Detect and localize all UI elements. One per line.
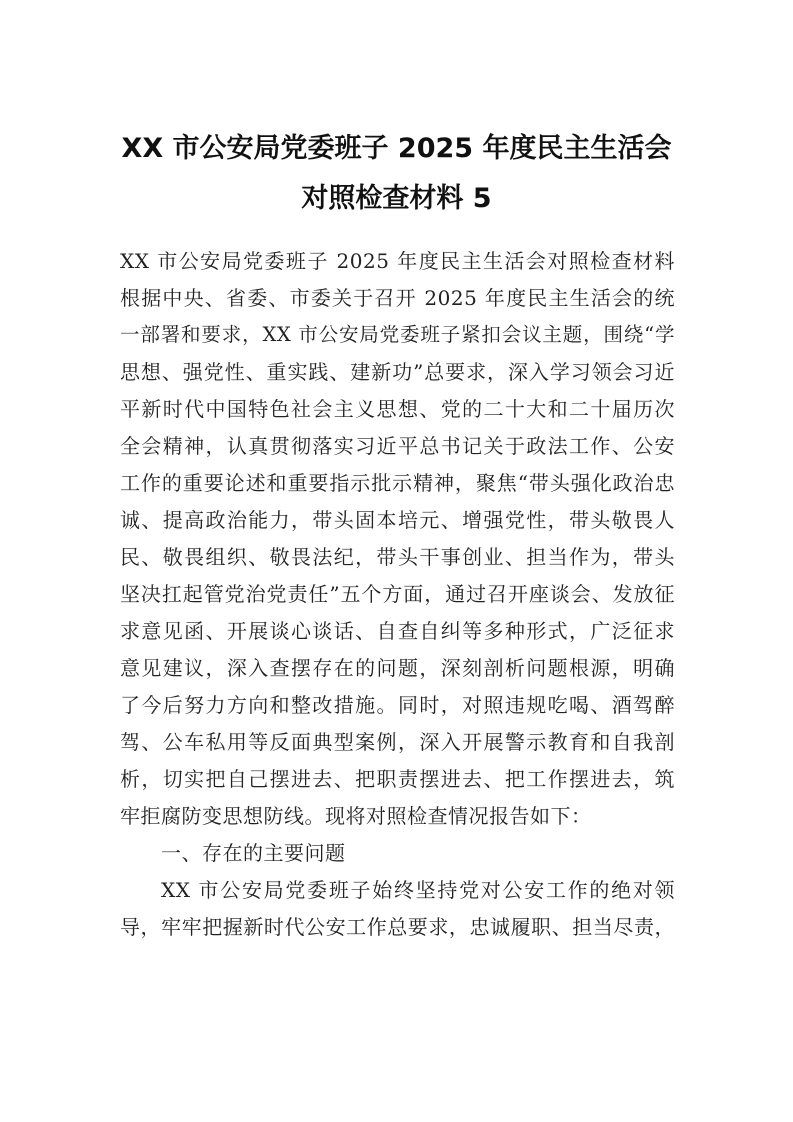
section-line: XX 市公安局党委班子始终坚持党对公安工作的绝对领 bbox=[161, 878, 675, 902]
body-line: 意见建议，深入查摆存在的问题，深刻剖析问题根源，明确 bbox=[120, 656, 675, 680]
document-title-line-1: XX 市公安局党委班子 2025 年度民主生活会 bbox=[121, 133, 672, 164]
body-line: 平新时代中国特色社会主义思想、党的二十大和二十届历次 bbox=[120, 397, 675, 421]
body-line: 民、敬畏组织、敬畏法纪，带头干事创业、担当作为，带头 bbox=[120, 545, 675, 569]
section-line: 导，牢牢把握新时代公安工作总要求，忠诚履职、担当尽责， bbox=[120, 915, 675, 939]
body-line: 坚决扛起管党治党责任”五个方面，通过召开座谈会、发放征 bbox=[120, 582, 675, 606]
document-title-line-2: 对照检查材料 5 bbox=[301, 183, 492, 214]
body-line: 牢拒腐防变思想防线。现将对照检查情况报告如下： bbox=[120, 804, 592, 828]
body-line: XX 市公安局党委班子 2025 年度民主生活会对照检查材料 bbox=[120, 249, 675, 273]
body-line: 根据中央、省委、市委关于召开 2025 年度民主生活会的统 bbox=[120, 286, 675, 310]
body-line: 一部署和要求，XX 市公安局党委班子紧扣会议主题，围绕“学 bbox=[120, 323, 675, 346]
body-line: 诚、提高政治能力，带头固本培元、增强党性，带头敬畏人 bbox=[120, 508, 675, 532]
body-line: 了今后努力方向和整改措施。同时，对照违规吃喝、酒驾醉 bbox=[120, 693, 675, 717]
body-line: 求意见函、开展谈心谈话、自查自纠等多种形式，广泛征求 bbox=[120, 619, 675, 643]
section-heading: 一、存在的主要问题 bbox=[161, 841, 346, 865]
body-line: 全会精神，认真贯彻落实习近平总书记关于政法工作、公安 bbox=[120, 434, 675, 458]
body-line: 析，切实把自己摆进去、把职责摆进去、把工作摆进去，筑 bbox=[120, 767, 675, 791]
body-line: 驾、公车私用等反面典型案例，深入开展警示教育和自我剖 bbox=[120, 730, 675, 754]
body-line: 工作的重要论述和重要指示批示精神，聚焦“带头强化政治忠 bbox=[120, 471, 675, 495]
body-line: 思想、强党性、重实践、建新功”总要求，深入学习领会习近 bbox=[120, 360, 675, 384]
